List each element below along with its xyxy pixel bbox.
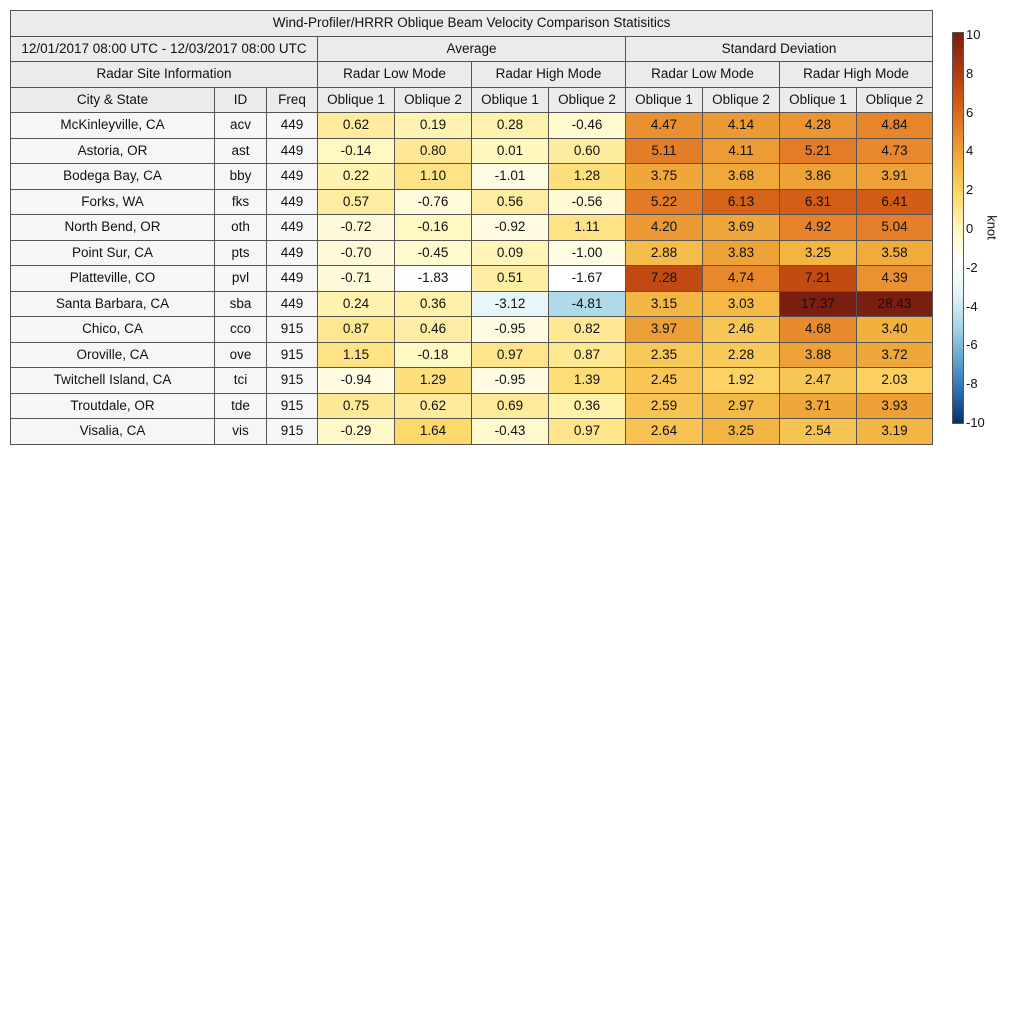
sd-low-oblique2-cell: 3.69 <box>703 215 780 241</box>
site-freq: 449 <box>267 266 318 292</box>
avg-high-oblique1-cell: -1.01 <box>472 164 549 190</box>
site-city: North Bend, OR <box>11 215 215 241</box>
site-freq: 915 <box>267 419 318 445</box>
avg-high-oblique1-cell: -0.43 <box>472 419 549 445</box>
sd-high-oblique1-cell: 2.54 <box>780 419 857 445</box>
avg-low-oblique2-cell: 0.19 <box>395 113 472 139</box>
site-city: Chico, CA <box>11 317 215 343</box>
site-info-header: Radar Site Information <box>11 62 318 88</box>
sd-high-oblique1-cell: 3.25 <box>780 240 857 266</box>
average-header: Average <box>318 36 626 62</box>
avg-low-oblique2-cell: -0.45 <box>395 240 472 266</box>
avg-low-oblique1-cell: 0.57 <box>318 189 395 215</box>
avg-low-oblique2-header: Oblique 2 <box>395 87 472 113</box>
avg-low-oblique2-cell: 0.80 <box>395 138 472 164</box>
avg-high-oblique1-header: Oblique 1 <box>472 87 549 113</box>
sd-low-oblique1-cell: 2.45 <box>626 368 703 394</box>
sd-low-oblique1-cell: 2.88 <box>626 240 703 266</box>
site-freq: 449 <box>267 291 318 317</box>
site-id: vis <box>215 419 267 445</box>
table-row <box>11 368 933 394</box>
sd-high-oblique2-cell: 4.39 <box>857 266 933 292</box>
table-title: Wind-Profiler/HRRR Oblique Beam Velocity Comparison Statisitics <box>11 11 933 37</box>
sd-low-oblique2-cell: 3.25 <box>703 419 780 445</box>
site-id: oth <box>215 215 267 241</box>
sd-low-oblique1-cell: 3.75 <box>626 164 703 190</box>
sd-high-oblique2-cell: 5.04 <box>857 215 933 241</box>
avg-high-mode-header: Radar High Mode <box>472 62 626 88</box>
sd-high-oblique2-cell: 4.73 <box>857 138 933 164</box>
site-id: ove <box>215 342 267 368</box>
date-range: 12/01/2017 08:00 UTC - 12/03/2017 08:00 UTC <box>11 36 318 62</box>
avg-high-oblique1-cell: 0.97 <box>472 342 549 368</box>
avg-high-oblique1-cell: 0.01 <box>472 138 549 164</box>
sd-low-oblique1-header: Oblique 1 <box>626 87 703 113</box>
table-row <box>11 164 933 190</box>
sd-high-mode-header: Radar High Mode <box>780 62 933 88</box>
sd-low-oblique2-cell: 4.14 <box>703 113 780 139</box>
site-city: Forks, WA <box>11 189 215 215</box>
sd-high-oblique1-cell: 5.21 <box>780 138 857 164</box>
sd-high-oblique2-cell: 6.41 <box>857 189 933 215</box>
avg-high-oblique2-cell: -1.67 <box>549 266 626 292</box>
avg-high-oblique2-cell: 1.28 <box>549 164 626 190</box>
avg-high-oblique2-cell: -4.81 <box>549 291 626 317</box>
site-city: McKinleyville, CA <box>11 113 215 139</box>
avg-high-oblique1-cell: 0.28 <box>472 113 549 139</box>
sd-low-oblique2-cell: 4.74 <box>703 266 780 292</box>
avg-low-mode-header: Radar Low Mode <box>318 62 472 88</box>
avg-low-oblique1-header: Oblique 1 <box>318 87 395 113</box>
avg-high-oblique1-cell: -3.12 <box>472 291 549 317</box>
avg-high-oblique1-cell: 0.09 <box>472 240 549 266</box>
avg-low-oblique1-cell: 0.75 <box>318 393 395 419</box>
avg-low-oblique2-cell: 0.46 <box>395 317 472 343</box>
avg-low-oblique1-cell: -0.70 <box>318 240 395 266</box>
sd-low-oblique2-cell: 6.13 <box>703 189 780 215</box>
table-row <box>11 189 933 215</box>
sd-low-oblique2-cell: 1.92 <box>703 368 780 394</box>
id-header: ID <box>215 87 267 113</box>
avg-high-oblique2-cell: 1.39 <box>549 368 626 394</box>
site-id: fks <box>215 189 267 215</box>
sd-low-oblique2-cell: 2.46 <box>703 317 780 343</box>
sd-low-oblique1-cell: 5.22 <box>626 189 703 215</box>
avg-low-oblique1-cell: -0.94 <box>318 368 395 394</box>
sd-low-oblique2-cell: 2.97 <box>703 393 780 419</box>
avg-low-oblique2-cell: -0.76 <box>395 189 472 215</box>
site-freq: 449 <box>267 189 318 215</box>
colorbar-tick-label: -2 <box>966 259 978 275</box>
sd-low-oblique1-cell: 2.64 <box>626 419 703 445</box>
sd-high-oblique1-cell: 2.47 <box>780 368 857 394</box>
sd-high-oblique2-header: Oblique 2 <box>857 87 933 113</box>
city-header: City & State <box>11 87 215 113</box>
sd-low-oblique2-header: Oblique 2 <box>703 87 780 113</box>
sd-high-oblique2-cell: 4.84 <box>857 113 933 139</box>
colorbar-tick-label: -6 <box>966 337 978 353</box>
site-city: Bodega Bay, CA <box>11 164 215 190</box>
sd-high-oblique2-cell: 3.19 <box>857 419 933 445</box>
sd-high-oblique1-header: Oblique 1 <box>780 87 857 113</box>
avg-high-oblique2-cell: 0.36 <box>549 393 626 419</box>
site-city: Oroville, CA <box>11 342 215 368</box>
site-city: Visalia, CA <box>11 419 215 445</box>
avg-high-oblique2-cell: 1.11 <box>549 215 626 241</box>
sd-low-oblique1-cell: 4.20 <box>626 215 703 241</box>
site-id: cco <box>215 317 267 343</box>
avg-low-oblique2-cell: -1.83 <box>395 266 472 292</box>
avg-high-oblique1-cell: 0.69 <box>472 393 549 419</box>
avg-low-oblique2-cell: 1.29 <box>395 368 472 394</box>
sd-low-mode-header: Radar Low Mode <box>626 62 780 88</box>
sd-high-oblique1-cell: 7.21 <box>780 266 857 292</box>
colorbar <box>952 32 964 424</box>
site-id: ast <box>215 138 267 164</box>
sd-high-oblique2-cell: 3.93 <box>857 393 933 419</box>
avg-high-oblique2-cell: 0.60 <box>549 138 626 164</box>
site-city: Troutdale, OR <box>11 393 215 419</box>
sd-high-oblique1-cell: 4.28 <box>780 113 857 139</box>
avg-high-oblique1-cell: -0.92 <box>472 215 549 241</box>
sd-high-oblique2-cell: 2.03 <box>857 368 933 394</box>
avg-low-oblique1-cell: -0.72 <box>318 215 395 241</box>
site-freq: 915 <box>267 342 318 368</box>
table-row <box>11 342 933 368</box>
sd-low-oblique1-cell: 2.59 <box>626 393 703 419</box>
avg-high-oblique2-cell: 0.87 <box>549 342 626 368</box>
sd-low-oblique1-cell: 3.97 <box>626 317 703 343</box>
colorbar-tick-label: 0 <box>966 221 974 236</box>
colorbar-tick-label: 6 <box>966 104 974 120</box>
site-freq: 915 <box>267 317 318 343</box>
site-city: Platteville, CO <box>11 266 215 292</box>
colorbar-tick-label: 2 <box>966 182 974 198</box>
sd-low-oblique2-cell: 3.03 <box>703 291 780 317</box>
avg-high-oblique2-cell: 0.97 <box>549 419 626 445</box>
table-row <box>11 266 933 292</box>
sd-low-oblique1-cell: 4.47 <box>626 113 703 139</box>
std-dev-header: Standard Deviation <box>626 36 933 62</box>
sd-high-oblique2-cell: 28.43 <box>857 291 933 317</box>
table-row <box>11 317 933 343</box>
site-id: sba <box>215 291 267 317</box>
colorbar-unit: knot <box>984 215 1000 240</box>
avg-low-oblique2-cell: 0.36 <box>395 291 472 317</box>
sd-high-oblique1-cell: 6.31 <box>780 189 857 215</box>
site-city: Point Sur, CA <box>11 240 215 266</box>
site-id: pvl <box>215 266 267 292</box>
avg-low-oblique2-cell: -0.16 <box>395 215 472 241</box>
sd-low-oblique2-cell: 3.83 <box>703 240 780 266</box>
site-id: bby <box>215 164 267 190</box>
sd-high-oblique1-cell: 17.37 <box>780 291 857 317</box>
sd-high-oblique1-cell: 3.88 <box>780 342 857 368</box>
sd-low-oblique2-cell: 2.28 <box>703 342 780 368</box>
sd-high-oblique1-cell: 3.71 <box>780 393 857 419</box>
site-freq: 449 <box>267 215 318 241</box>
colorbar-tick-label: 8 <box>966 65 974 81</box>
site-city: Astoria, OR <box>11 138 215 164</box>
avg-high-oblique2-cell: -1.00 <box>549 240 626 266</box>
avg-low-oblique2-cell: 0.62 <box>395 393 472 419</box>
avg-low-oblique1-cell: 0.62 <box>318 113 395 139</box>
sd-low-oblique2-cell: 4.11 <box>703 138 780 164</box>
site-id: tde <box>215 393 267 419</box>
avg-high-oblique2-cell: -0.46 <box>549 113 626 139</box>
sd-high-oblique1-cell: 4.68 <box>780 317 857 343</box>
site-city: Twitchell Island, CA <box>11 368 215 394</box>
site-freq: 449 <box>267 138 318 164</box>
avg-low-oblique1-cell: 0.87 <box>318 317 395 343</box>
sd-low-oblique1-cell: 5.11 <box>626 138 703 164</box>
avg-low-oblique1-cell: -0.29 <box>318 419 395 445</box>
table-row <box>11 113 933 139</box>
site-freq: 449 <box>267 113 318 139</box>
avg-high-oblique2-cell: -0.56 <box>549 189 626 215</box>
sd-high-oblique1-cell: 4.92 <box>780 215 857 241</box>
avg-high-oblique1-cell: 0.51 <box>472 266 549 292</box>
avg-low-oblique2-cell: -0.18 <box>395 342 472 368</box>
colorbar-tick-label: -4 <box>966 298 978 314</box>
table-row <box>11 138 933 164</box>
site-id: pts <box>215 240 267 266</box>
avg-high-oblique1-cell: -0.95 <box>472 368 549 394</box>
sd-low-oblique1-cell: 2.35 <box>626 342 703 368</box>
freq-header: Freq <box>267 87 318 113</box>
table-row <box>11 240 933 266</box>
avg-low-oblique1-cell: -0.14 <box>318 138 395 164</box>
avg-low-oblique1-cell: 0.24 <box>318 291 395 317</box>
sd-low-oblique2-cell: 3.68 <box>703 164 780 190</box>
sd-high-oblique2-cell: 3.91 <box>857 164 933 190</box>
site-freq: 915 <box>267 393 318 419</box>
site-freq: 449 <box>267 164 318 190</box>
table-row <box>11 215 933 241</box>
site-freq: 449 <box>267 240 318 266</box>
avg-high-oblique1-cell: -0.95 <box>472 317 549 343</box>
sd-high-oblique1-cell: 3.86 <box>780 164 857 190</box>
site-id: tci <box>215 368 267 394</box>
table-row <box>11 291 933 317</box>
colorbar-tick-label: -10 <box>966 415 985 430</box>
sd-high-oblique2-cell: 3.40 <box>857 317 933 343</box>
stats-table <box>10 10 933 445</box>
sd-low-oblique1-cell: 3.15 <box>626 291 703 317</box>
avg-high-oblique2-header: Oblique 2 <box>549 87 626 113</box>
colorbar-tick-label: 10 <box>966 27 981 42</box>
site-id: acv <box>215 113 267 139</box>
avg-low-oblique1-cell: -0.71 <box>318 266 395 292</box>
avg-low-oblique1-cell: 1.15 <box>318 342 395 368</box>
sd-high-oblique2-cell: 3.72 <box>857 342 933 368</box>
table-row <box>11 393 933 419</box>
site-freq: 915 <box>267 368 318 394</box>
table-row <box>11 419 933 445</box>
avg-low-oblique2-cell: 1.10 <box>395 164 472 190</box>
sd-high-oblique2-cell: 3.58 <box>857 240 933 266</box>
colorbar-tick-label: 4 <box>966 143 974 159</box>
avg-low-oblique2-cell: 1.64 <box>395 419 472 445</box>
colorbar-tick-label: -8 <box>966 376 978 392</box>
sd-low-oblique1-cell: 7.28 <box>626 266 703 292</box>
avg-high-oblique2-cell: 0.82 <box>549 317 626 343</box>
site-city: Santa Barbara, CA <box>11 291 215 317</box>
avg-low-oblique1-cell: 0.22 <box>318 164 395 190</box>
avg-high-oblique1-cell: 0.56 <box>472 189 549 215</box>
